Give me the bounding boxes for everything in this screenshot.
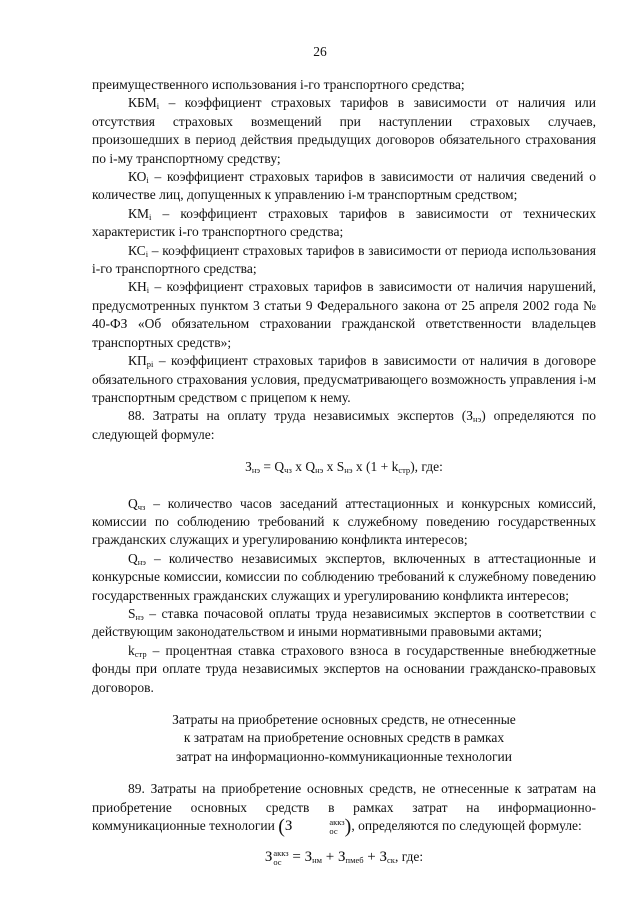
subscript: нэ [473, 414, 482, 425]
text: 89. Затраты на приобретение основных средств, не отнесенные к затратам на приобретение основных средств в рамках затрат на информационно-коммуникационные технологии [92, 781, 596, 834]
subscript: i [146, 285, 150, 296]
subscript: ск [387, 855, 395, 866]
text: – коэффициент страховых тарифов в зависимости от наличия сведений о количестве лиц, допущенных к управлению i-м транспортным средством; [92, 169, 596, 203]
symbol: S [128, 605, 136, 621]
paragraph-88 [92, 407, 596, 444]
symbol: КО [128, 169, 147, 185]
subscript: нэ [135, 611, 144, 622]
symbol: КБМ [128, 95, 157, 111]
definition-km [92, 205, 596, 242]
subscript: i [156, 101, 160, 112]
section-heading [92, 711, 596, 766]
definition-kn [92, 278, 596, 352]
subscript: нэ [344, 465, 353, 476]
text: 88. Затраты на оплату труда независимых экспертов (З [128, 408, 474, 424]
subscript: чз [284, 465, 292, 476]
paragraph-89 [92, 780, 596, 836]
paren-open: ( [278, 815, 285, 838]
text: – количество часов заседаний аттестационных и конкурсных комиссий, комиссии по соблюдению требований к служебному поведению государственных гражданских служащих и урегулированию конфликта интересов; [92, 495, 596, 548]
text: – коэффициент страховых тарифов в зависимости от наличия в договоре обязательного страхования условия, предусматривающего возможность управления i-м транспортным средством с прицепом к нему. [92, 353, 596, 405]
definition-ko [92, 168, 596, 205]
formula-term: x (1 + k [352, 459, 399, 475]
symbol: КМ [128, 205, 150, 221]
symbol: КН [128, 279, 147, 295]
paragraph [92, 76, 596, 94]
definition-k-str [92, 642, 596, 697]
subscript: нм [312, 855, 323, 866]
heading-line: Затраты на приобретение основных средств, не отнесенные [172, 712, 516, 727]
definition-q-ne [92, 550, 596, 605]
definition-s-ne [92, 605, 596, 642]
text: – ставка почасовой оплаты труда независимых экспертов в соответствии с действующим законодательством и иными нормативными правовыми актами; [92, 605, 596, 640]
symbol: k [128, 642, 135, 658]
symbol: Q [128, 550, 138, 566]
subscript: пмеб [345, 855, 364, 866]
subscript: i [149, 211, 152, 222]
symbol: З [284, 818, 293, 835]
formula-fixed-assets [92, 848, 596, 867]
definition-kbm [92, 94, 596, 168]
subscript: i [145, 248, 149, 259]
paren-close: ) [344, 815, 352, 838]
text: – коэффициент страховых тарифов в зависимости от технических характеристик i-го транспортного средства; [92, 205, 596, 240]
text: , определяются по следующей формуле: [351, 818, 582, 834]
subscript: нэ [251, 465, 261, 476]
subscript: ос [329, 825, 338, 836]
heading-line: затрат на информационно-коммуникационные технологии [176, 748, 512, 764]
subscript: нэ [315, 465, 324, 476]
subscript: рi [146, 359, 154, 370]
formula-term: x Q [291, 459, 316, 475]
text: преимущественного использования i-го транспортного средства; [92, 77, 465, 92]
subscript: стр [398, 465, 411, 476]
subscript: i [146, 175, 149, 186]
formula-term: З [245, 459, 252, 475]
text: – процентная ставка страхового взноса в государственные внебюджетные фонды при оплате труда независимых экспертов на основании гражданско-правовых договоров. [92, 642, 596, 695]
heading-line: к затратам на приобретение основных средств в рамках [183, 730, 505, 746]
symbol: КП [128, 353, 147, 369]
formula-term: , где: [394, 849, 424, 865]
formula-term: = Q [260, 459, 285, 475]
formula-term: ), где: [410, 459, 443, 475]
subscript: ос [273, 857, 282, 868]
subscript: чз [137, 501, 146, 512]
superscript: аккз [273, 848, 289, 859]
formula-term: З [264, 849, 273, 866]
text: – количество независимых экспертов, включенных в аттестационные и конкурсные комиссии, комиссии по соблюдению требований к служебному поведению государственных гражданских служащих и урегулированию конфликта интересов; [92, 550, 596, 603]
formula-term: + З [322, 849, 346, 866]
sub-sup [293, 818, 344, 836]
formula-term: = З [288, 849, 313, 866]
text: – коэффициент страховых тарифов в зависимости от наличия или отсутствия страховых возмещений при наступлении страховых случаев, произошедших в период действия предыдущих договоров обязательного страхования по i-му транспортному средству; [92, 95, 596, 166]
text: – коэффициент страховых тарифов в зависимости от периода использования i-го транспортного средства; [92, 242, 596, 277]
superscript: аккз [329, 816, 345, 827]
definition-kp [92, 352, 596, 407]
subscript: стр [134, 648, 147, 659]
sub-sup [273, 849, 288, 867]
subscript: нэ [137, 556, 146, 567]
formula-term: + З [363, 849, 388, 866]
formula-term: x S [323, 459, 345, 475]
text: – коэффициент страховых тарифов в зависимости от наличия нарушений, предусмотренных пунктом 3 статьи 9 Федерального закона от 25 апреля 2002 года № 40-ФЗ «Об обязательном страховании гражданской ответственности владельцев транспортных средств»; [92, 279, 596, 350]
definition-ks [92, 242, 596, 279]
symbol: КС [128, 242, 146, 258]
formula-expert-costs [92, 458, 596, 476]
page-number: 26 [313, 44, 327, 59]
document-body [92, 76, 596, 885]
symbol: Q [128, 495, 138, 511]
text: ) определяются по следующей формуле: [92, 408, 596, 442]
definition-q-chz [92, 495, 596, 550]
